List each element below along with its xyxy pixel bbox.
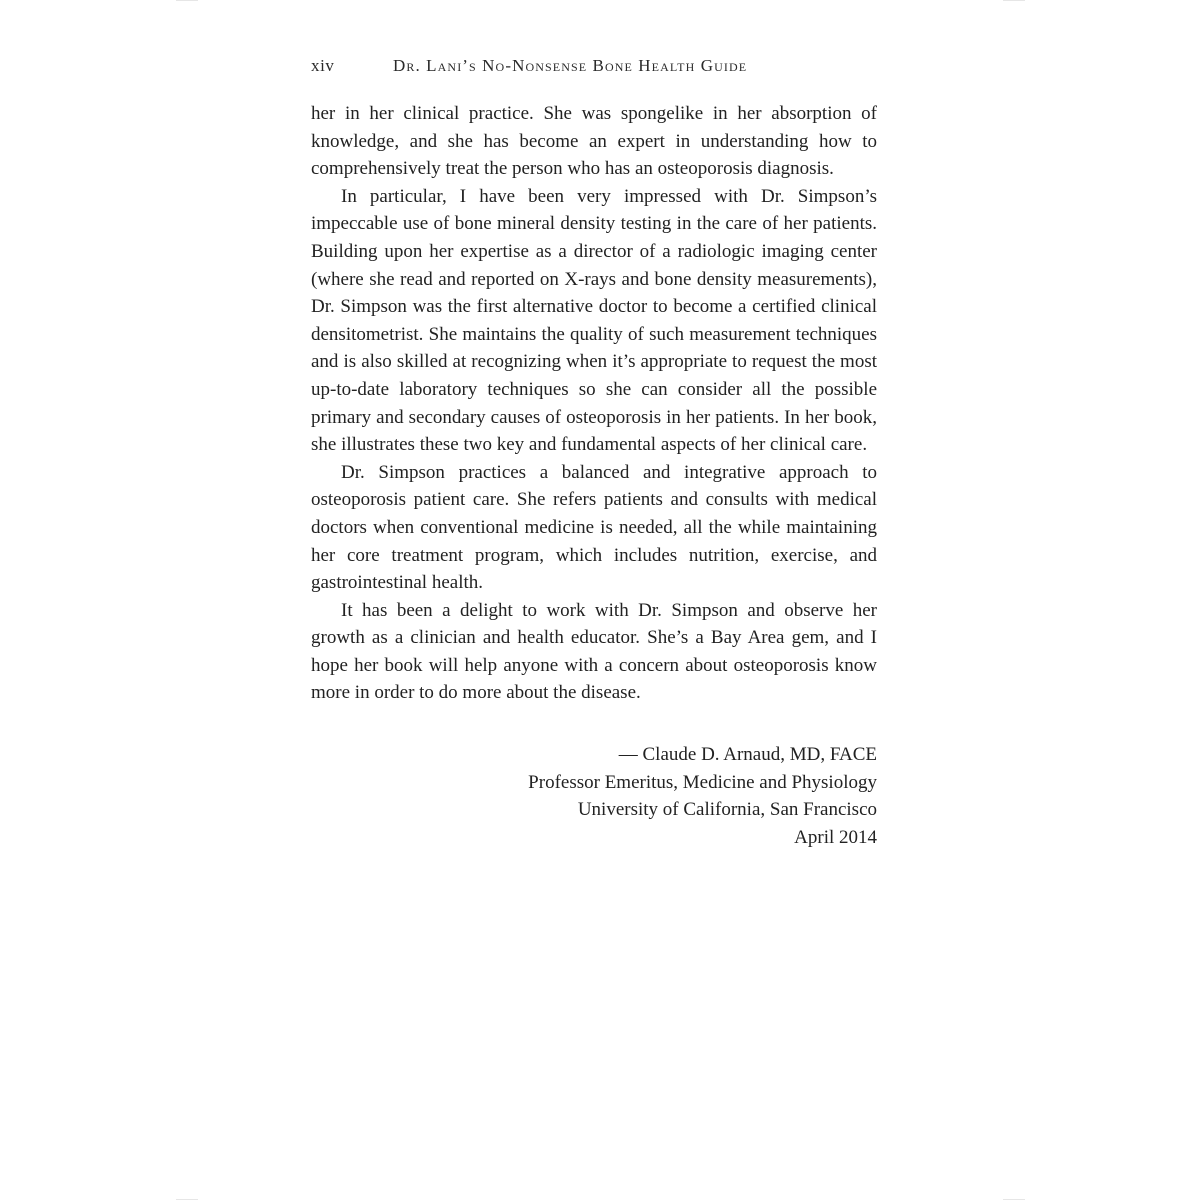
- paragraph: Dr. Simpson practices a balanced and integrative approach to osteoporosis patient care. She refers patients and consults with medical doctors when conventional medicine is needed, all the while maintaining her core treatment program, which includes nutrition, exercise, and gastrointestinal health.: [311, 461, 877, 594]
- top-edge-mark-left: [176, 0, 198, 1]
- top-edge-mark-right: [1003, 0, 1025, 1]
- running-head: [311, 56, 877, 82]
- running-title: Dr. Lani’s No-Nonsense Bone Health Guide: [393, 56, 748, 75]
- page-number: xiv: [311, 56, 335, 75]
- signature-title: Professor Emeritus, Medicine and Physiology: [528, 771, 877, 793]
- paragraph-continued: her in her clinical practice. She was spongelike in her absorption of knowledge, and she has become an expert in understanding how to comprehensively treat the person who has an osteoporosis diagnosis.: [311, 103, 877, 180]
- signature-institution: University of California, San Francisco: [577, 799, 877, 820]
- paragraph: It has been a delight to work with Dr. Simpson and observe her growth as a clinician and health educator. She’s a Bay Area gem, and I hope her book will help anyone with a concern about osteoporosis know more in order to do more about the disease.: [311, 599, 877, 704]
- paragraph: In particular, I have been very impressed with Dr. Simpson’s impeccable use of bone mineral density testing in the care of her patients. Building upon her expertise as a director of a radiologic imaging center (where she read and reported on X-rays and bone density measurements), Dr. Simpson was the first alternative doctor to become a certified clinical densitometrist. She maintains the quality of such measurement techniques and is also skilled at recognizing when it’s appropriate to request the most up-to-date laboratory techniques so she can consider all the possible primary and secondary causes of osteoporosis in her patients. In her book, she illustrates these two key and fundamental aspects of her clinical care.: [311, 185, 877, 456]
- body-text: [311, 100, 877, 707]
- signature-date: April 2014: [794, 826, 877, 848]
- signature-block: [311, 741, 877, 851]
- signature-name: — Claude D. Arnaud, MD, FACE: [618, 744, 877, 765]
